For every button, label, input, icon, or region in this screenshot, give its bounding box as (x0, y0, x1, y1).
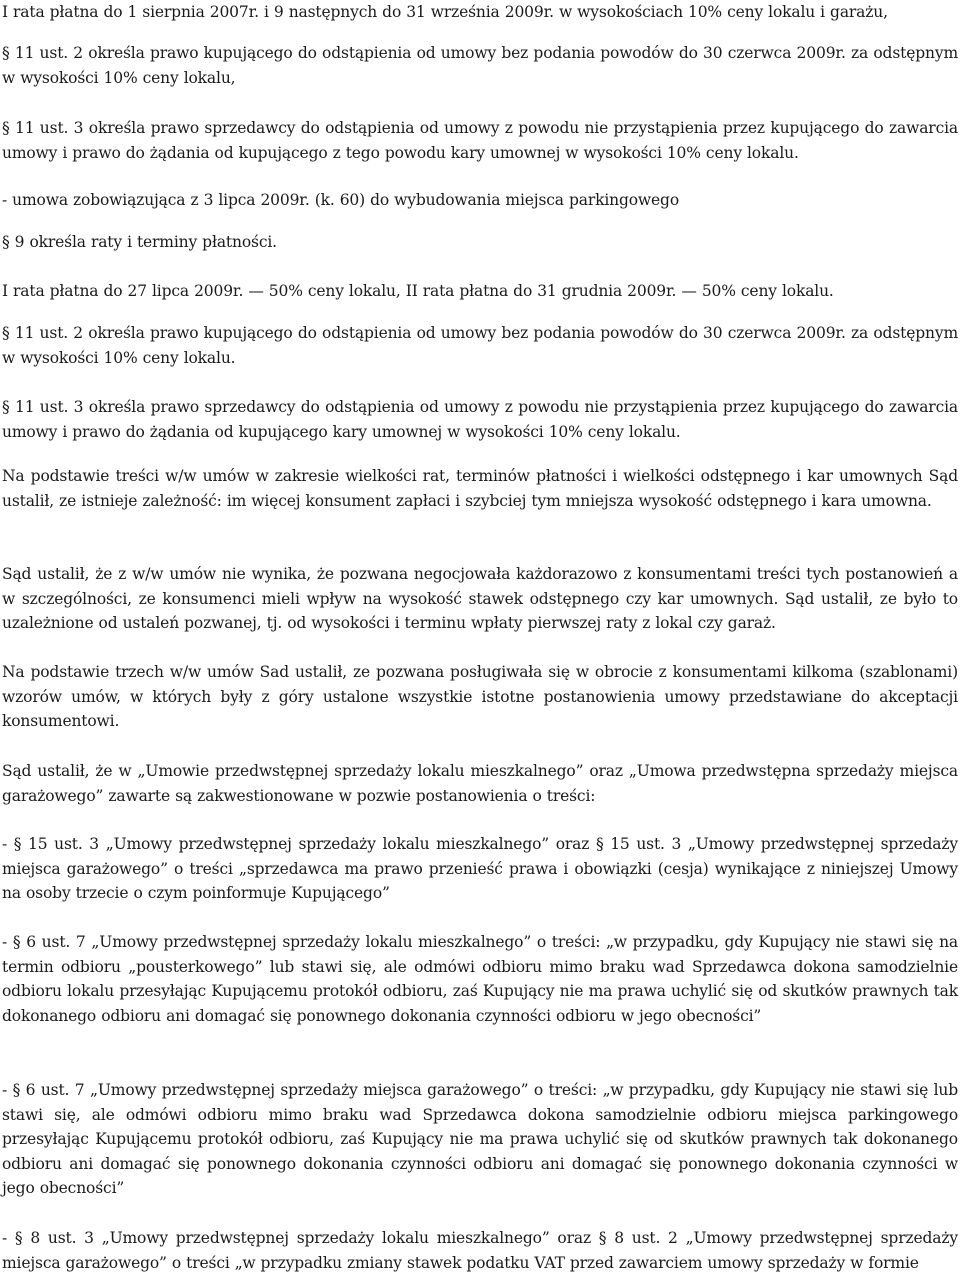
paragraph-odbior-garazu: - § 6 ust. 7 „Umowy przedwstępnej sprzedaży miejsca garażowego” o treści: „w przypadku, gdy Kupujący nie stawi się lub stawi się, ale odmówi odbioru mimo braku wad Sprzedawca dokona samodzielnie odbioru miejsca parkingowego przesyłając Kupującemu protokół odbioru, zaś Kupujący nie ma prawa uchylić się od skutków prawnych tak dokonanego odbioru ani domagać się ponownego dokonania czynności odbioru ani domagać się ponownego dokonania czynności w jego obecności” (2, 1081, 958, 1198)
paragraph-11-2-parking: § 11 ust. 2 określa prawo kupującego do odstąpienia od umowy bez podania powodów do 30 czerwca 2009r. za odstępnym w wysokości 10% ceny lokalu. (2, 324, 958, 367)
paragraph-cesja: - § 15 ust. 3 „Umowy przedwstępnej sprzedaży lokalu mieszkalnego” oraz § 15 ust. 3 „Umowy przedwstępnej sprzedaży miejsca garażowego” o treści „sprzedawca ma prawo przenieść prawa i obowiązki (cesja) wynikające z niniejszej Umowy na osoby trzecie o czym poinformuje Kupującego” (2, 835, 958, 903)
paragraph-odbior-lokalu: - § 6 ust. 7 „Umowy przedwstępnej sprzedaży lokalu mieszkalnego” o treści: „w przypadku, gdy Kupujący nie stawi się na termin odbioru „pousterkowego” lub stawi się, ale odmówi odbioru mimo braku wad Sprzedawca dokona samodzielnie odbioru lokalu przesyłając Kupującemu protokół odbioru, zaś Kupujący nie ma prawa uchylić się od skutków prawnych tak dokonanego odbioru ani domagać się ponownego dokonania czynności odbioru w jego obecności” (2, 933, 958, 1025)
paragraph-zaleznosc: Na podstawie treści w/w umów w zakresie wielkości rat, terminów płatności i wielkości odstępnego i kar umownych Sąd ustalił, ze istnieje zależność: im więcej konsument zapłaci i szybciej tym mniejsza wysokość odstępnego i kara umowna. (2, 467, 958, 510)
paragraph-9-raty: § 9 określa raty i terminy płatności. (2, 233, 277, 251)
paragraph-11-3-lokal: § 11 ust. 3 określa prawo sprzedawcy do odstąpienia od umowy z powodu nie przystąpienia przez kupującego do zawarcia umowy i prawo do żądania od kupującego z tego powodu kary umownej w wysokości 10% ceny lokalu. (2, 119, 958, 162)
paragraph-zakwestionowane: Sąd ustalił, że w „Umowie przedwstępnej sprzedaży lokalu mieszkalnego” oraz „Umowa przedwstępna sprzedaży miejsca garażowego” zawarte są zakwestionowane w pozwie postanowienia o treści: (2, 762, 958, 805)
paragraph-rata-sierpien: I rata płatna do 1 sierpnia 2007r. i 9 następnych do 31 września 2009r. w wysokościach 10% ceny lokalu i garażu, (2, 3, 888, 21)
paragraph-negocjacje: Sąd ustalił, że z w/w umów nie wynika, że pozwana negocjowała każdorazowo z konsumentami treści tych postanowień a w szczególności, ze konsumenci mieli wpływ na wysokość stawek odstępnego czy kar umownych. Sąd ustalił, ze było to uzależnione od ustaleń pozwanej, tj. od wysokości i terminu wpłaty pierwszej raty z lokal czy garaż. (2, 565, 958, 633)
paragraph-11-3-parking: § 11 ust. 3 określa prawo sprzedawcy do odstąpienia od umowy z powodu nie przystąpienia przez kupującego do zawarcia umowy i prawo do żądania od kupującego kary umownej w wysokości 10% ceny lokalu. (2, 398, 958, 441)
paragraph-raty-lipiec: I rata płatna do 27 lipca 2009r. — 50% ceny lokalu, II rata płatna do 31 grudnia 2009r. — 50% ceny lokalu. (2, 282, 834, 300)
paragraph-umowa-parking: - umowa zobowiązująca z 3 lipca 2009r. (k. 60) do wybudowania miejsca parkingowego (2, 191, 680, 209)
paragraph-vat: - § 8 ust. 3 „Umowy przedwstępnej sprzedaży lokalu mieszkalnego” oraz § 8 ust. 2 „Umowy przedwstępnej sprzedaży miejsca garażowego” o treści „w przypadku zmiany stawek podatku VAT przed zawarciem umowy sprzedaży w formie (2, 1229, 958, 1272)
paragraph-11-2-lokal: § 11 ust. 2 określa prawo kupującego do odstąpienia od umowy bez podania powodów do 30 czerwca 2009r. za odstępnym w wysokości 10% ceny lokalu, (2, 44, 958, 87)
paragraph-szablony: Na podstawie trzech w/w umów Sad ustalił, ze pozwana posługiwała się w obrocie z konsumentami kilkoma (szablonami) wzorów umów, w których były z góry ustalone wszystkie istotne postanowienia umowy przedstawiane do akceptacji konsumentowi. (2, 663, 958, 731)
